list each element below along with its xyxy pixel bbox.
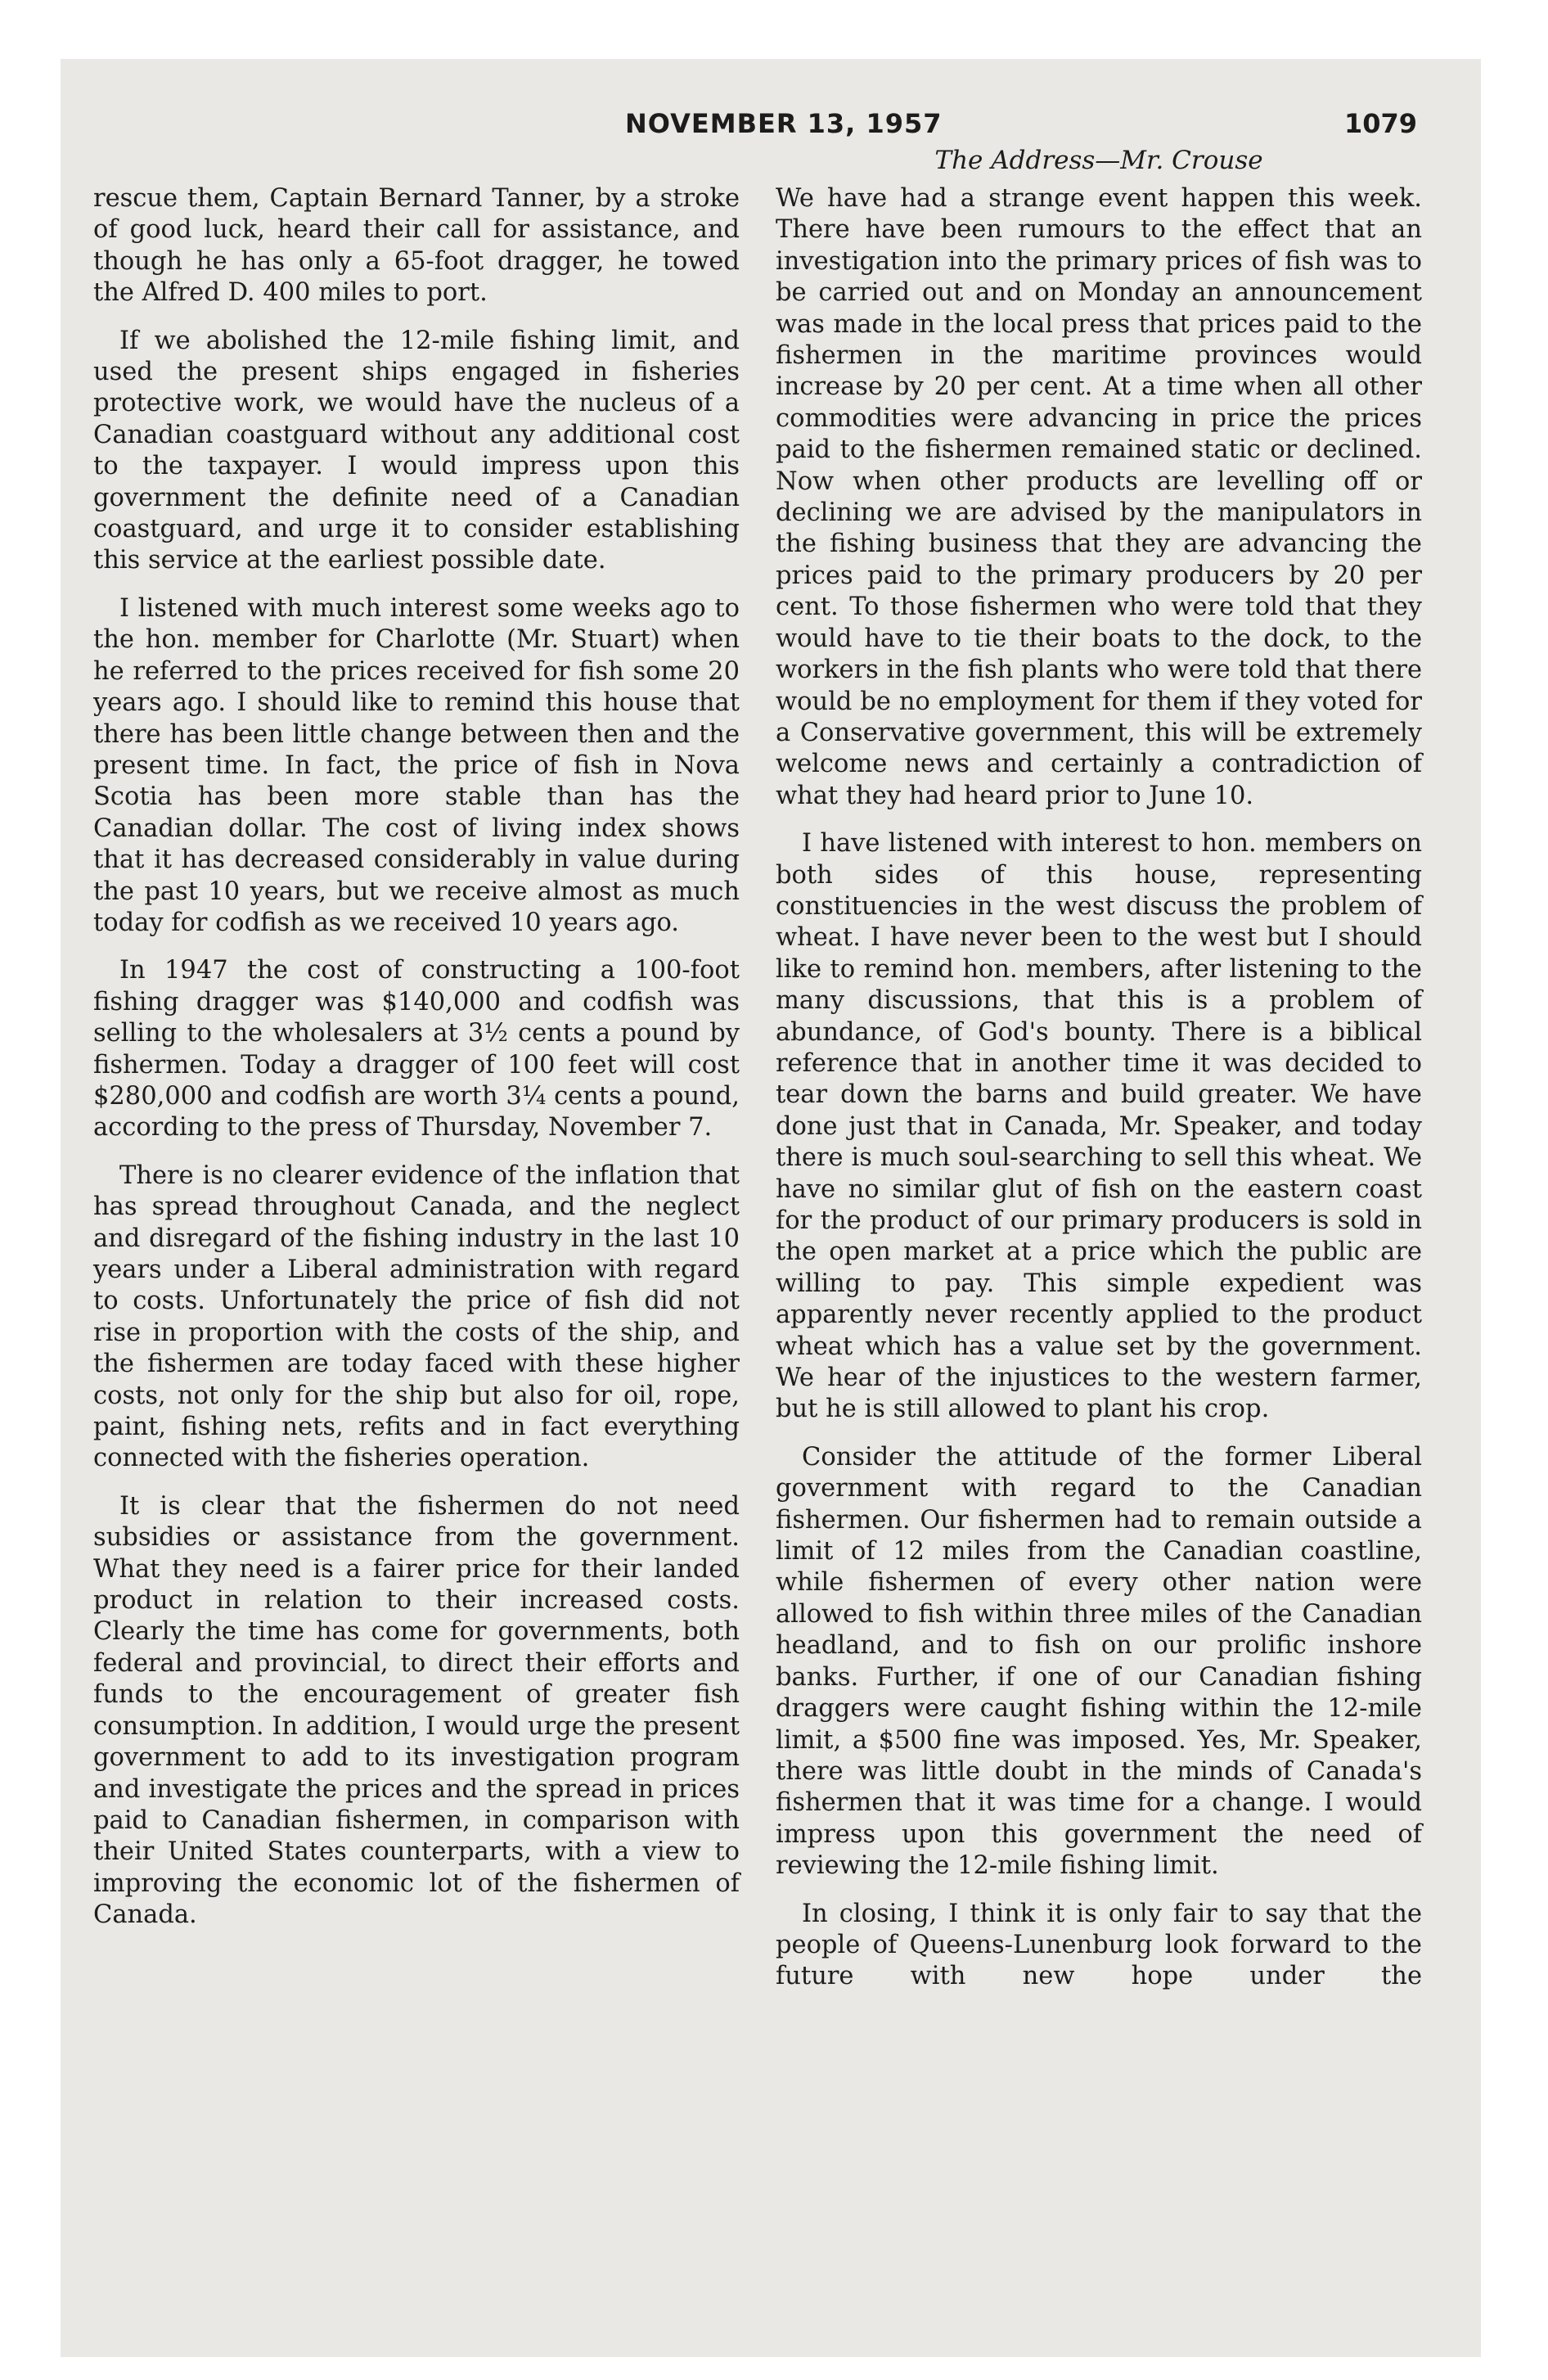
paragraph: Consider the attitude of the former Liberal government with regard to the Canadian fishermen. Our fishermen had to remain outside a limit of 12 miles from the Canadian coastline, while fishermen of every other nation were allowed to fish within three miles of the Canadian headland, and to fish on our prolific inshore banks. Further, if one of our Canadian fishing draggers were caught fishing within the 12-mile limit, a $500 fine was imposed. Yes, Mr. Speaker, there was little doubt in the minds of Canada's fishermen that it was time for a change. I would impress upon this government the need of reviewing the 12-mile fishing limit. [776,1442,1422,1881]
paragraph: It is clear that the fishermen do not need subsidies or assistance from the government. What they need is a fairer price for their landed product in relation to their increased costs. Clearly the time has come for governments, both federal and provincial, to direct their efforts and funds to the encouragement of greater fish consumption. In addition, I would urge the present government to add to its investigation program and investigate the prices and the spread in prices paid to Canadian fishermen, in comparison with their United States counterparts, with a view to improving the economic lot of the fishermen of Canada. [93,1491,740,1930]
running-title: The Address—Mr. Crouse [934,146,1263,175]
header-date: NOVEMBER 13, 1957 [625,108,943,139]
paragraph: I listened with much interest some weeks ago to the hon. member for Charlotte (Mr. Stuart) when he referred to the prices received for fish some 20 years ago. I should like to remind this house that there has been little change between then and the present time. In fact, the price of fish in Nova Scotia has been more stable than has the Canadian dollar. The cost of living index shows that it has decreased considerably in value during the past 10 years, but we receive almost as much today for codfish as we received 10 years ago. [93,593,740,937]
page-header [61,108,1481,149]
paragraph: There is no clearer evidence of the inflation that has spread throughout Canada, and the neglect and disregard of the fishing industry in the last 10 years under a Liberal administration with regard to costs. Unfortunately the price of fish did not rise in proportion with the costs of the ship, and the fishermen are today faced with these higher costs, not only for the ship but also for oil, rope, paint, fishing nets, refits and in fact everything connected with the fisheries operation. [93,1161,740,1473]
paragraph: If we abolished the 12-mile fishing limit, and used the present ships engaged in fisheries protective work, we would have the nucleus of a Canadian coastguard without any additional cost to the taxpayer. I would impress upon this government the definite need of a Canadian coastguard, and urge it to consider establishing this service at the earliest possible date. [93,326,740,575]
left-column [93,183,740,1948]
paragraph: In 1947 the cost of constructing a 100-foot fishing dragger was $140,000 and codfish was selling to the wholesalers at 3½ cents a pound by fishermen. Today a dragger of 100 feet will cost $280,000 and codfish are worth 3¼ cents a pound, according to the press of Thursday, November 7. [93,956,740,1143]
paragraph: rescue them, Captain Bernard Tanner, by a stroke of good luck, heard their call for assistance, and though he has only a 65-foot dragger, he towed the Alfred D. 400 miles to port. [93,184,740,308]
right-column [776,183,1422,2009]
document-page [61,59,1481,2357]
paragraph: We have had a strange event happen this week. There have been rumours to the effect that an investigation into the primary prices of fish was to be carried out and on Monday an announcement was made in the local press that prices paid to the fishermen in the maritime provinces would increase by 20 per cent. At a time when all other commodities were advancing in price the prices paid to the fishermen remained static or declined. Now when other products are levelling off or declining we are advised by the manipulators in the fishing business that they are advancing the prices paid to the primary producers by 20 per cent. To those fishermen who were told that they would have to tie their boats to the dock, to the workers in the fish plants who were told that there would be no employment for them if they voted for a Conservative government, this will be extremely welcome news and certainly a contradiction of what they had heard prior to June 10. [776,184,1422,810]
paragraph: I have listened with interest to hon. members on both sides of this house, representing constituencies in the west discuss the problem of wheat. I have never been to the west but I should like to remind hon. members, after listening to the many discussions, that this is a problem of abundance, of God's bounty. There is a biblical reference that in another time it was decided to tear down the barns and build greater. We have done just that in Canada, Mr. Speaker, and today there is much soul-searching to sell this wheat. We have no similar glut of fish on the eastern coast for the product of our primary producers is sold in the open market at a price which the public are willing to pay. This simple expedient was apparently never recently applied to the product wheat which has a value set by the government. We hear of the injustices to the western farmer, but he is still allowed to plant his crop. [776,829,1422,1424]
paragraph: In closing, I think it is only fair to say that the people of Queens-Lunenburg look forward to the future with new hope under the [776,1899,1422,1991]
page-number: 1079 [1343,108,1417,139]
